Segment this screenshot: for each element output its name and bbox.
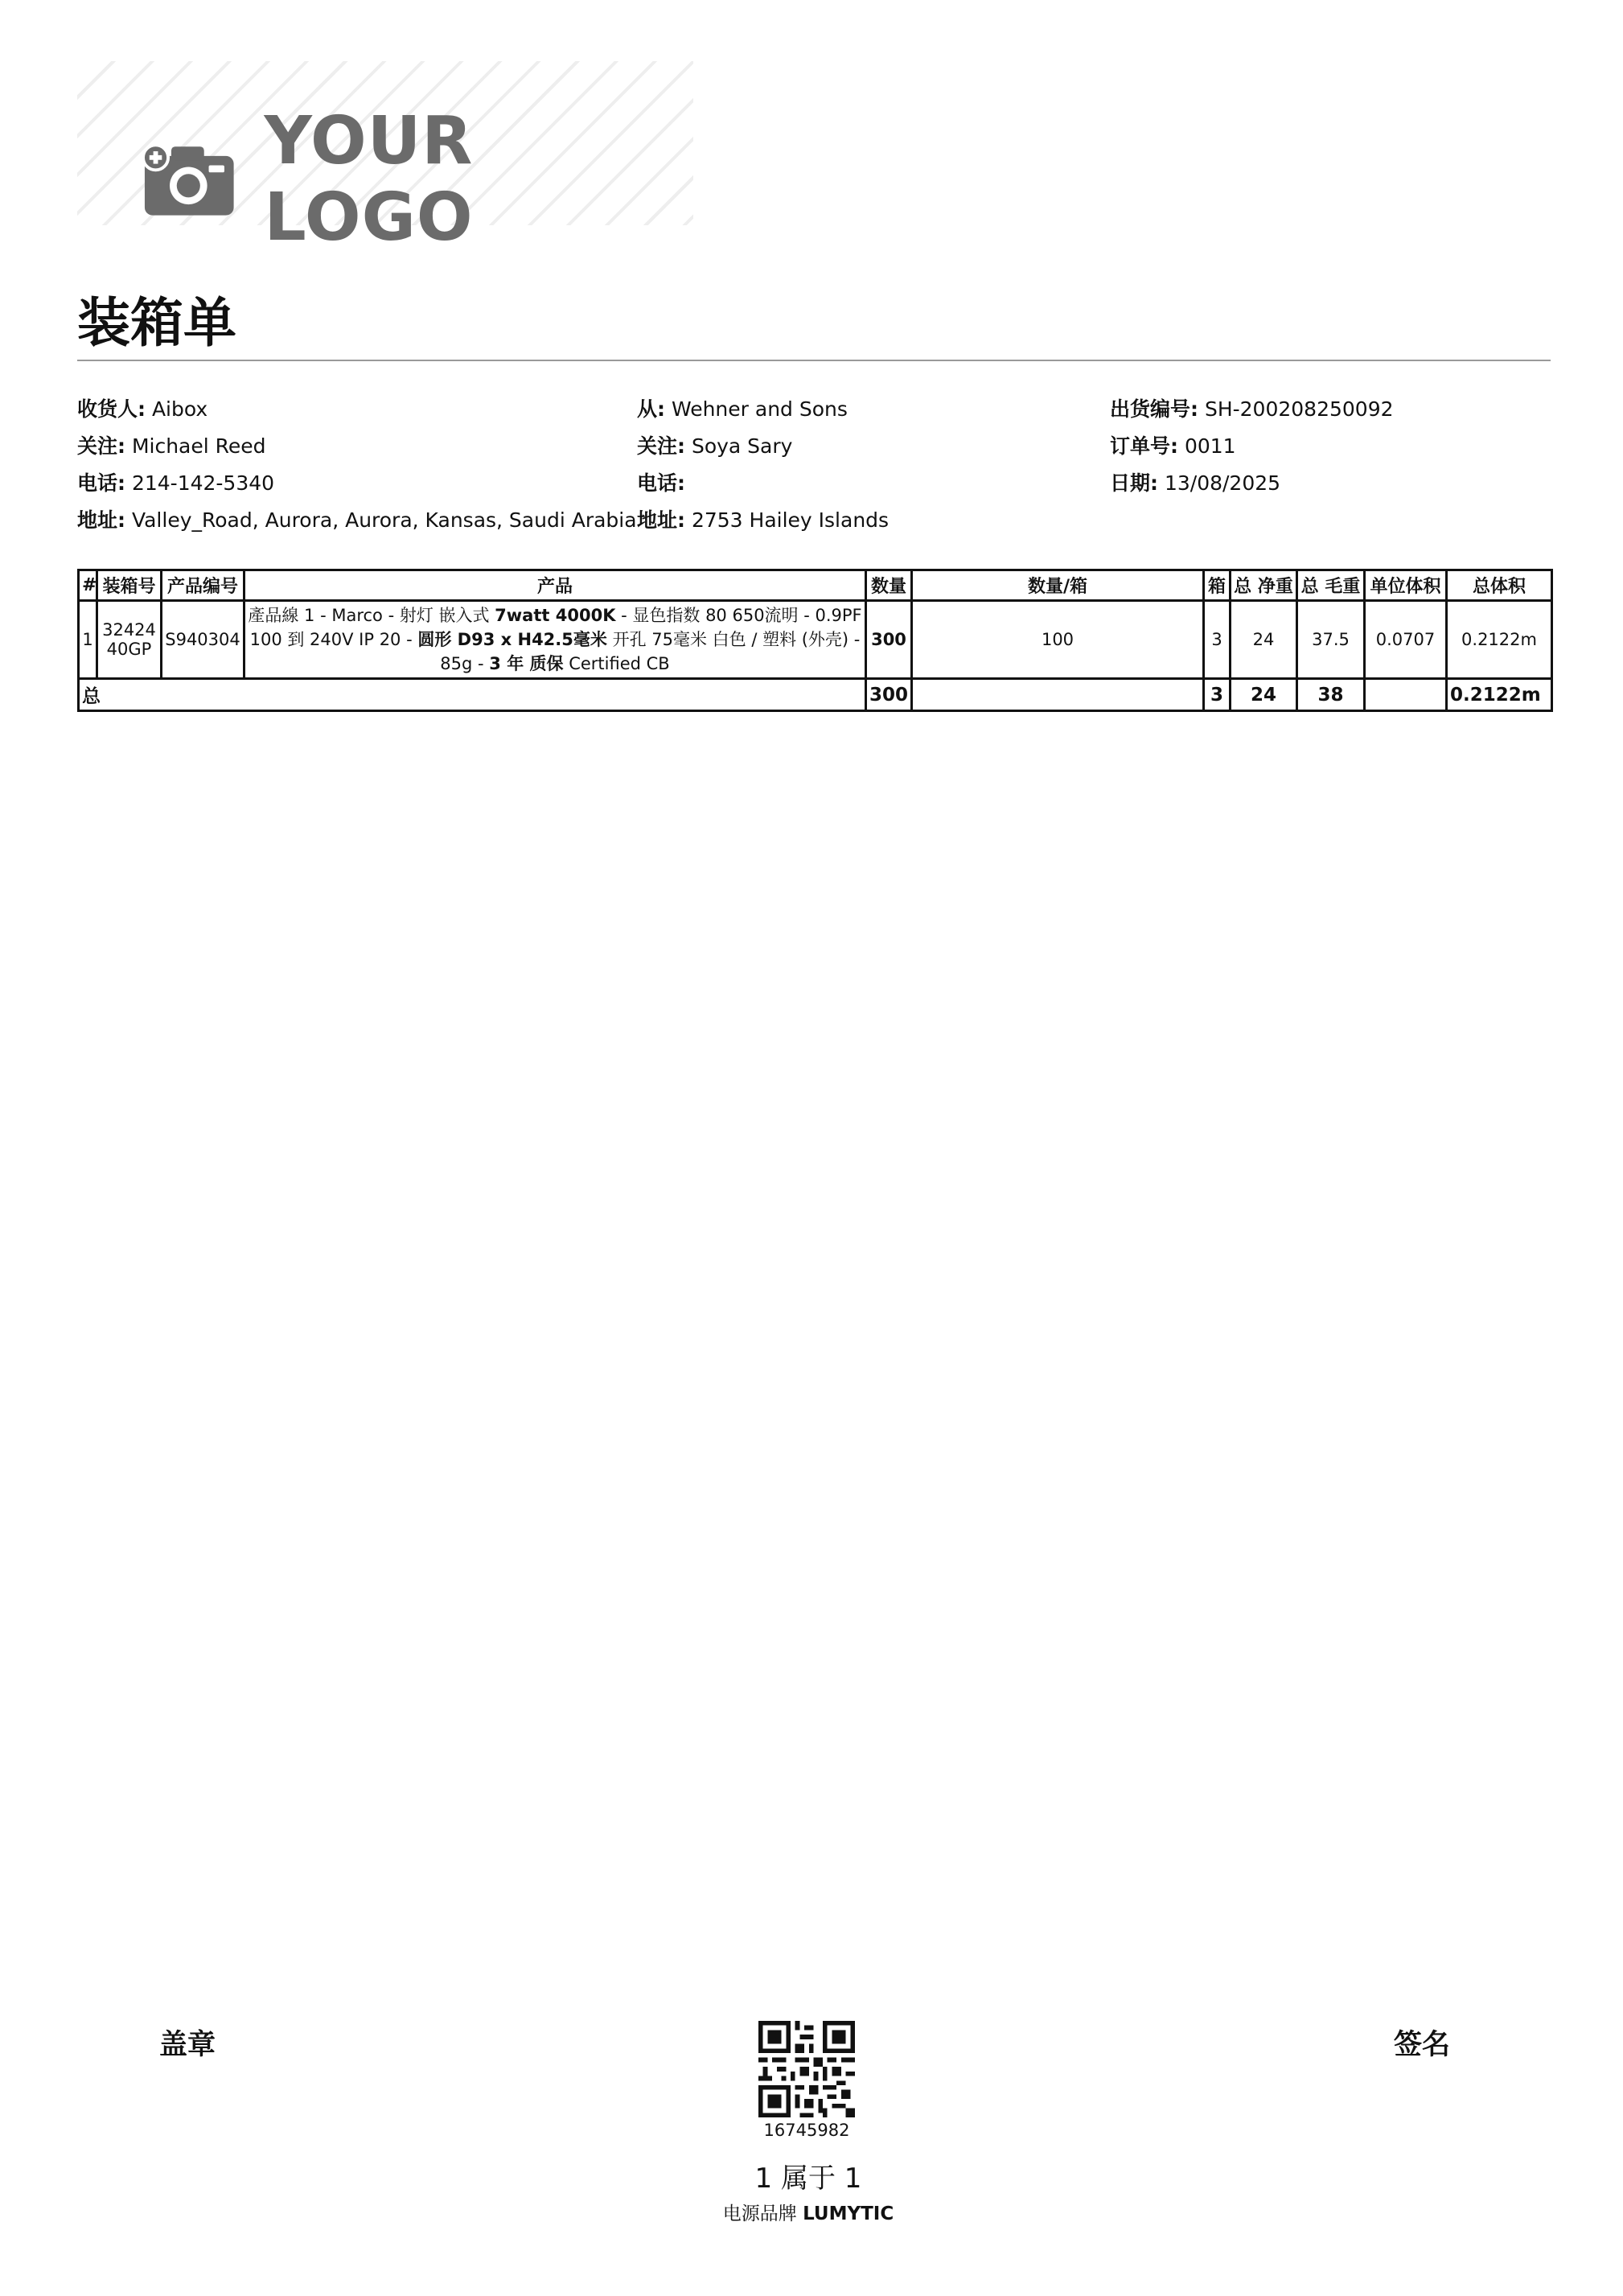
consignee-address: Valley_Road, Aurora, Aurora, Kansas, Saudi Arabia	[131, 508, 637, 532]
row-qty-per-box: 100	[912, 601, 1204, 679]
powered-by	[611, 2199, 1005, 2225]
header-boxes: 箱	[1204, 570, 1231, 601]
shipper-from: Wehner and Sons	[671, 397, 848, 421]
shipper-address-row	[637, 502, 889, 539]
shipper-from-label: 从:	[637, 397, 665, 421]
total-volume: 0.2122m	[1447, 679, 1552, 711]
powered-by-label: 电源品牌	[722, 2203, 797, 2224]
product-text-3: - 显色指数 80 650流明 - 0.9PF 100 到 240V IP 20 -	[249, 606, 862, 649]
order-no-row	[1110, 428, 1394, 465]
order-no: 0011	[1184, 434, 1236, 458]
consignee-info	[77, 391, 637, 539]
consignee-name-row	[77, 391, 637, 428]
shipment-no-row	[1110, 391, 1394, 428]
header-index: #	[79, 570, 97, 601]
row-total-volume: 0.2122m	[1447, 601, 1552, 679]
total-boxes: 3	[1204, 679, 1231, 711]
header-qty-per-box: 数量/箱	[912, 570, 1204, 601]
page-number: 1 属于 1	[754, 2162, 862, 2195]
row-unit-volume: 0.0707	[1365, 601, 1447, 679]
qr-code-icon	[758, 2021, 855, 2117]
total-net: 24	[1231, 679, 1297, 711]
table-total-row	[79, 679, 1552, 711]
row-boxes: 3	[1204, 601, 1231, 679]
row-index: 1	[79, 601, 97, 679]
header-product-code: 产品编号	[162, 570, 244, 601]
date-label: 日期:	[1110, 471, 1158, 495]
shipper-info	[637, 391, 889, 539]
product-text-6: 3 年 质保	[489, 654, 564, 673]
shipper-attn: Soya Sary	[691, 434, 793, 458]
logo-area	[77, 61, 693, 256]
shipper-address-label: 地址:	[637, 508, 685, 532]
consignee-phone: 214-142-5340	[131, 471, 275, 495]
shipper-from-row	[637, 391, 889, 428]
row-product-code: S940304	[162, 601, 244, 679]
shipment-no: SH-200208250092	[1204, 397, 1394, 421]
total-unit-volume	[1365, 679, 1447, 711]
signature-label: 签名	[1394, 2029, 1451, 2061]
row-container-no	[97, 601, 162, 679]
product-text-4: 圆形 D93 x H42.5毫米	[417, 630, 607, 649]
header-product: 产品	[244, 570, 866, 601]
row-total-net: 24	[1231, 601, 1297, 679]
consignee-address-row	[77, 502, 637, 539]
consignee-phone-row	[77, 465, 637, 502]
total-gross: 38	[1297, 679, 1365, 711]
stamp-label: 盖章	[159, 2029, 216, 2061]
qr-number: 16745982	[763, 2121, 850, 2140]
header-total-net: 总 净重	[1231, 570, 1297, 601]
shipment-info	[1110, 391, 1394, 502]
product-text-5: 开孔 75毫米 白色 / 塑料 (外壳) - 85g -	[440, 630, 861, 673]
row-quantity: 300	[866, 601, 912, 679]
document-title: 装箱单	[77, 292, 236, 354]
row-container-no-2: 40GP	[106, 640, 152, 659]
shipment-no-label: 出货编号:	[1110, 397, 1198, 421]
total-quantity: 300	[866, 679, 912, 711]
shipper-attn-label: 关注:	[637, 434, 685, 458]
brand-name: LUMYTIC	[803, 2203, 894, 2224]
shipper-attn-row	[637, 428, 889, 465]
title-divider	[77, 360, 1551, 361]
header-unit-volume: 单位体积	[1365, 570, 1447, 601]
camera-plus-icon	[143, 141, 236, 218]
product-text-1: 產品線 1 - Marco - 射灯 嵌入式	[248, 606, 495, 625]
header-total-volume: 总体积	[1447, 570, 1552, 601]
consignee-address-label: 地址:	[77, 508, 125, 532]
table-header-row	[79, 570, 1552, 601]
total-label: 总	[79, 679, 866, 711]
consignee-attn-label: 关注:	[77, 434, 125, 458]
shipper-address: 2753 Hailey Islands	[691, 508, 890, 532]
table-row	[79, 601, 1552, 679]
header-total-gross: 总 毛重	[1297, 570, 1365, 601]
header-container-no: 装箱号	[97, 570, 162, 601]
shipper-phone-label: 电话:	[637, 471, 685, 495]
consignee-name-label: 收货人:	[77, 397, 146, 421]
row-container-no-1: 32424	[102, 620, 156, 640]
header-quantity: 数量	[866, 570, 912, 601]
row-total-gross: 37.5	[1297, 601, 1365, 679]
consignee-name: Aibox	[151, 397, 208, 421]
packing-table	[77, 569, 1553, 712]
logo	[143, 103, 693, 256]
total-qty-per-box	[912, 679, 1204, 711]
date-row	[1110, 465, 1394, 502]
row-product	[244, 601, 866, 679]
order-no-label: 订单号:	[1110, 434, 1178, 458]
product-text-7: Certified CB	[563, 654, 670, 673]
product-text-2: 7watt 4000K	[495, 606, 616, 625]
shipper-phone-row	[637, 465, 889, 502]
logo-text: YOUR LOGO	[264, 103, 474, 256]
date: 13/08/2025	[1164, 471, 1281, 495]
consignee-attn-row	[77, 428, 637, 465]
consignee-attn: Michael Reed	[131, 434, 266, 458]
consignee-phone-label: 电话:	[77, 471, 125, 495]
